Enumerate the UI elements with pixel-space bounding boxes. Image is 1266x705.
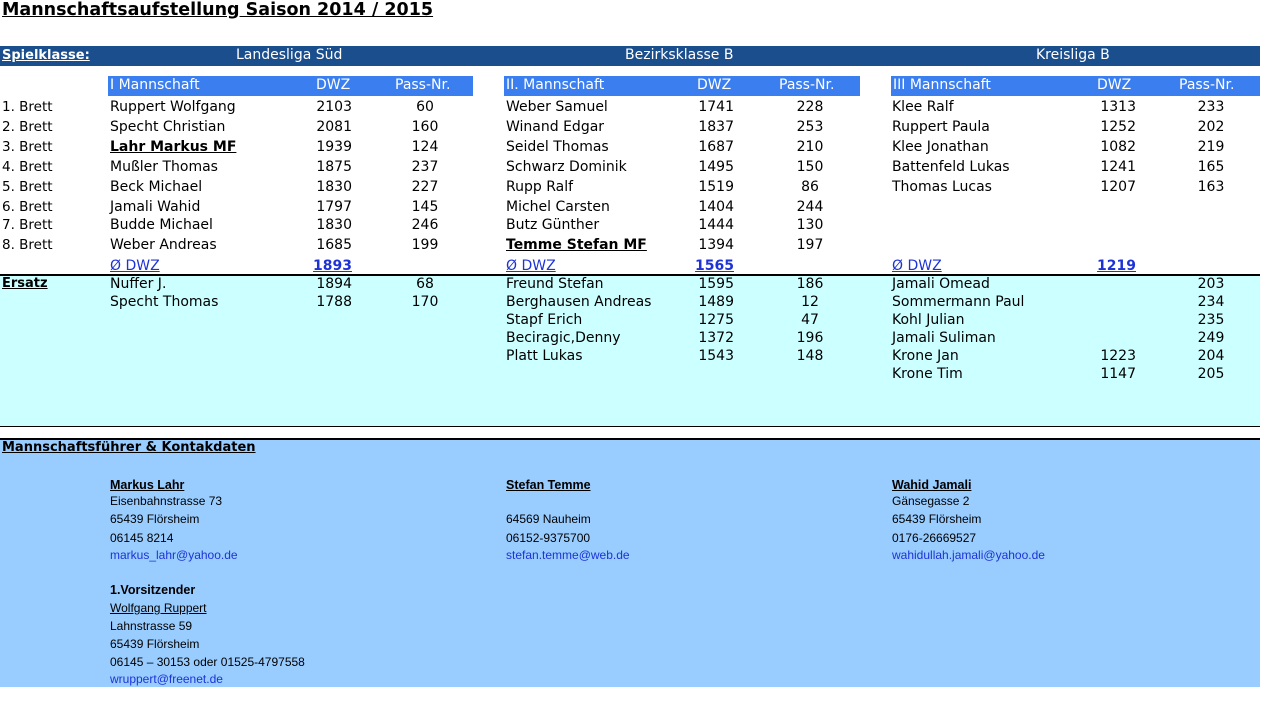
player-name: Lahr Markus MF xyxy=(110,139,237,155)
team-1-pass-header: Pass-Nr. xyxy=(395,77,451,93)
reserve-pass-nr: 12 xyxy=(801,294,819,310)
brett-label: 6. Brett xyxy=(2,199,53,215)
player-name: Weber Samuel xyxy=(506,99,608,115)
reserve-name: Platt Lukas xyxy=(506,348,583,364)
reserve-name: Kohl Julian xyxy=(892,312,965,328)
player-dwz: 1939 xyxy=(316,139,352,155)
divider xyxy=(0,274,1260,276)
player-name: Ruppert Paula xyxy=(892,119,990,135)
player-dwz: 1685 xyxy=(316,237,352,253)
player-pass-nr: 233 xyxy=(1197,99,1225,115)
chairman-phone: 06145 – 30153 oder 01525-4797558 xyxy=(110,655,305,669)
player-name: Mußler Thomas xyxy=(110,159,218,175)
contact-email-link[interactable]: markus_lahr@yahoo.de xyxy=(110,548,238,562)
player-dwz: 1519 xyxy=(698,179,734,195)
player-name: Temme Stefan MF xyxy=(506,237,647,253)
contact-name: Wahid Jamali xyxy=(892,478,972,492)
contact-street: Eisenbahnstrasse 73 xyxy=(110,494,223,508)
team-1-header-label: I Mannschaft xyxy=(110,77,200,93)
contact-street: Gänsegasse 2 xyxy=(892,494,970,508)
contact-name: Markus Lahr xyxy=(110,478,185,492)
player-name: Schwarz Dominik xyxy=(506,159,627,175)
team-3-pass-header: Pass-Nr. xyxy=(1179,77,1235,93)
reserve-name: Berghausen Andreas xyxy=(506,294,652,310)
league-name-2: Bezirksklasse B xyxy=(625,47,734,63)
player-dwz: 1313 xyxy=(1100,99,1136,115)
reserve-name: Krone Tim xyxy=(892,366,963,382)
team-1-header xyxy=(108,76,473,96)
chairman-name: Wolfgang Ruppert xyxy=(110,601,207,615)
player-name: Rupp Ralf xyxy=(506,179,574,195)
reserve-dwz: 1372 xyxy=(698,330,734,346)
league-name-1: Landesliga Süd xyxy=(236,47,343,63)
page-title: Mannschaftsaufstellung Saison 2014 / 2015 xyxy=(2,0,434,20)
player-dwz: 1444 xyxy=(698,217,734,233)
avg-dwz-value: 1565 xyxy=(695,258,734,274)
brett-label: 3. Brett xyxy=(2,139,53,155)
reserve-dwz: 1147 xyxy=(1100,366,1136,382)
chairman-email-link[interactable]: wruppert@freenet.de xyxy=(110,672,223,686)
reserve-name: Krone Jan xyxy=(892,348,959,364)
player-pass-nr: 145 xyxy=(411,199,439,215)
team-3-dwz-header: DWZ xyxy=(1097,77,1132,93)
player-pass-nr: 86 xyxy=(801,179,819,195)
reserve-dwz: 1489 xyxy=(698,294,734,310)
brett-label: 7. Brett xyxy=(2,217,53,233)
avg-dwz-label: Ø DWZ xyxy=(506,258,556,274)
player-name: Battenfeld Lukas xyxy=(892,159,1010,175)
contact-email-link[interactable]: stefan.temme@web.de xyxy=(506,548,630,562)
team-2-dwz-header: DWZ xyxy=(697,77,732,93)
player-dwz: 1687 xyxy=(698,139,734,155)
brett-label: 1. Brett xyxy=(2,99,53,115)
player-dwz: 1830 xyxy=(316,217,352,233)
contact-name: Stefan Temme xyxy=(506,478,591,492)
player-dwz: 1252 xyxy=(1100,119,1136,135)
chairman-city: 65439 Flörsheim xyxy=(110,637,200,651)
reserve-pass-nr: 205 xyxy=(1197,366,1225,382)
player-dwz: 1741 xyxy=(698,99,734,115)
spielklasse-label: Spielklasse: xyxy=(2,48,90,63)
team-3-header xyxy=(891,76,1260,96)
reserve-pass-nr: 196 xyxy=(796,330,824,346)
reserve-pass-nr: 204 xyxy=(1197,348,1225,364)
player-pass-nr: 124 xyxy=(411,139,439,155)
player-pass-nr: 60 xyxy=(416,99,434,115)
reserve-dwz: 1894 xyxy=(316,276,352,292)
player-dwz: 1207 xyxy=(1100,179,1136,195)
team-3-header-label: III Mannschaft xyxy=(893,77,991,93)
player-pass-nr: 246 xyxy=(411,217,439,233)
reserve-pass-nr: 186 xyxy=(796,276,824,292)
contact-phone: 0176-26669527 xyxy=(892,531,977,545)
player-name: Butz Günther xyxy=(506,217,600,233)
divider xyxy=(0,426,1260,427)
player-dwz: 1495 xyxy=(698,159,734,175)
reserve-name: Nuffer J. xyxy=(110,276,167,292)
player-name: Winand Edgar xyxy=(506,119,605,135)
contact-city: 65439 Flörsheim xyxy=(110,512,200,526)
player-pass-nr: 253 xyxy=(796,119,824,135)
reserve-pass-nr: 203 xyxy=(1197,276,1225,292)
player-name: Weber Andreas xyxy=(110,237,217,253)
reserve-dwz: 1543 xyxy=(698,348,734,364)
brett-label: 8. Brett xyxy=(2,237,53,253)
player-pass-nr: 199 xyxy=(411,237,439,253)
team-2-pass-header: Pass-Nr. xyxy=(779,77,835,93)
player-pass-nr: 202 xyxy=(1197,119,1225,135)
contact-phone: 06152-9375700 xyxy=(506,531,591,545)
player-name: Michel Carsten xyxy=(506,199,610,215)
reserve-pass-nr: 249 xyxy=(1197,330,1225,346)
ersatz-label: Ersatz xyxy=(2,276,48,291)
league-name-3: Kreisliga B xyxy=(1036,47,1110,63)
reserve-dwz: 1788 xyxy=(316,294,352,310)
contact-phone: 06145 8214 xyxy=(110,531,174,545)
player-dwz: 2081 xyxy=(316,119,352,135)
reserve-pass-nr: 235 xyxy=(1197,312,1225,328)
reserve-pass-nr: 148 xyxy=(796,348,824,364)
player-pass-nr: 163 xyxy=(1197,179,1225,195)
reserve-name: Sommermann Paul xyxy=(892,294,1025,310)
contact-email-link[interactable]: wahidullah.jamali@yahoo.de xyxy=(892,548,1045,562)
team-2-header xyxy=(504,76,860,96)
player-pass-nr: 227 xyxy=(411,179,439,195)
avg-dwz-label: Ø DWZ xyxy=(892,258,942,274)
player-dwz: 1830 xyxy=(316,179,352,195)
player-dwz: 1875 xyxy=(316,159,352,175)
reserve-pass-nr: 170 xyxy=(411,294,439,310)
player-name: Klee Ralf xyxy=(892,99,954,115)
brett-label: 2. Brett xyxy=(2,119,53,135)
player-name: Thomas Lucas xyxy=(892,179,992,195)
player-pass-nr: 237 xyxy=(411,159,439,175)
contact-city: 65439 Flörsheim xyxy=(892,512,982,526)
contacts-title: Mannschaftsführer & Kontakdaten xyxy=(2,440,256,455)
player-name: Jamali Wahid xyxy=(110,199,201,215)
reserve-name: Stapf Erich xyxy=(506,312,583,328)
reserve-dwz: 1275 xyxy=(698,312,734,328)
player-pass-nr: 165 xyxy=(1197,159,1225,175)
avg-dwz-value: 1219 xyxy=(1097,258,1136,274)
contact-city: 64569 Nauheim xyxy=(506,512,591,526)
player-pass-nr: 197 xyxy=(796,237,824,253)
team-1-dwz-header: DWZ xyxy=(316,77,351,93)
player-pass-nr: 150 xyxy=(796,159,824,175)
player-name: Budde Michael xyxy=(110,217,213,233)
player-pass-nr: 130 xyxy=(796,217,824,233)
player-dwz: 1797 xyxy=(316,199,352,215)
brett-label: 4. Brett xyxy=(2,159,53,175)
reserve-name: Freund Stefan xyxy=(506,276,604,292)
reserve-name: Specht Thomas xyxy=(110,294,219,310)
team-2-header-label: II. Mannschaft xyxy=(506,77,605,93)
player-pass-nr: 160 xyxy=(411,119,439,135)
reserve-pass-nr: 47 xyxy=(801,312,819,328)
reserve-name: Jamali Omead xyxy=(892,276,990,292)
reserve-dwz: 1223 xyxy=(1100,348,1136,364)
player-name: Klee Jonathan xyxy=(892,139,989,155)
reserve-pass-nr: 68 xyxy=(416,276,434,292)
avg-dwz-label: Ø DWZ xyxy=(110,258,160,274)
player-name: Beck Michael xyxy=(110,179,203,195)
chairman-street: Lahnstrasse 59 xyxy=(110,619,193,633)
player-dwz: 1394 xyxy=(698,237,734,253)
player-dwz: 1837 xyxy=(698,119,734,135)
player-dwz: 1241 xyxy=(1100,159,1136,175)
reserve-name: Jamali Suliman xyxy=(892,330,996,346)
player-pass-nr: 219 xyxy=(1197,139,1225,155)
reserve-name: Beciragic,Denny xyxy=(506,330,621,346)
player-dwz: 1082 xyxy=(1100,139,1136,155)
player-pass-nr: 228 xyxy=(796,99,824,115)
player-pass-nr: 210 xyxy=(796,139,824,155)
player-dwz: 2103 xyxy=(316,99,352,115)
player-pass-nr: 244 xyxy=(796,199,824,215)
reserve-pass-nr: 234 xyxy=(1197,294,1225,310)
player-dwz: 1404 xyxy=(698,199,734,215)
brett-label: 5. Brett xyxy=(2,179,53,195)
player-name: Specht Christian xyxy=(110,119,226,135)
player-name: Seidel Thomas xyxy=(506,139,609,155)
player-name: Ruppert Wolfgang xyxy=(110,99,236,115)
avg-dwz-value: 1893 xyxy=(313,258,352,274)
chairman-role: 1.Vorsitzender xyxy=(110,583,196,597)
reserve-dwz: 1595 xyxy=(698,276,734,292)
